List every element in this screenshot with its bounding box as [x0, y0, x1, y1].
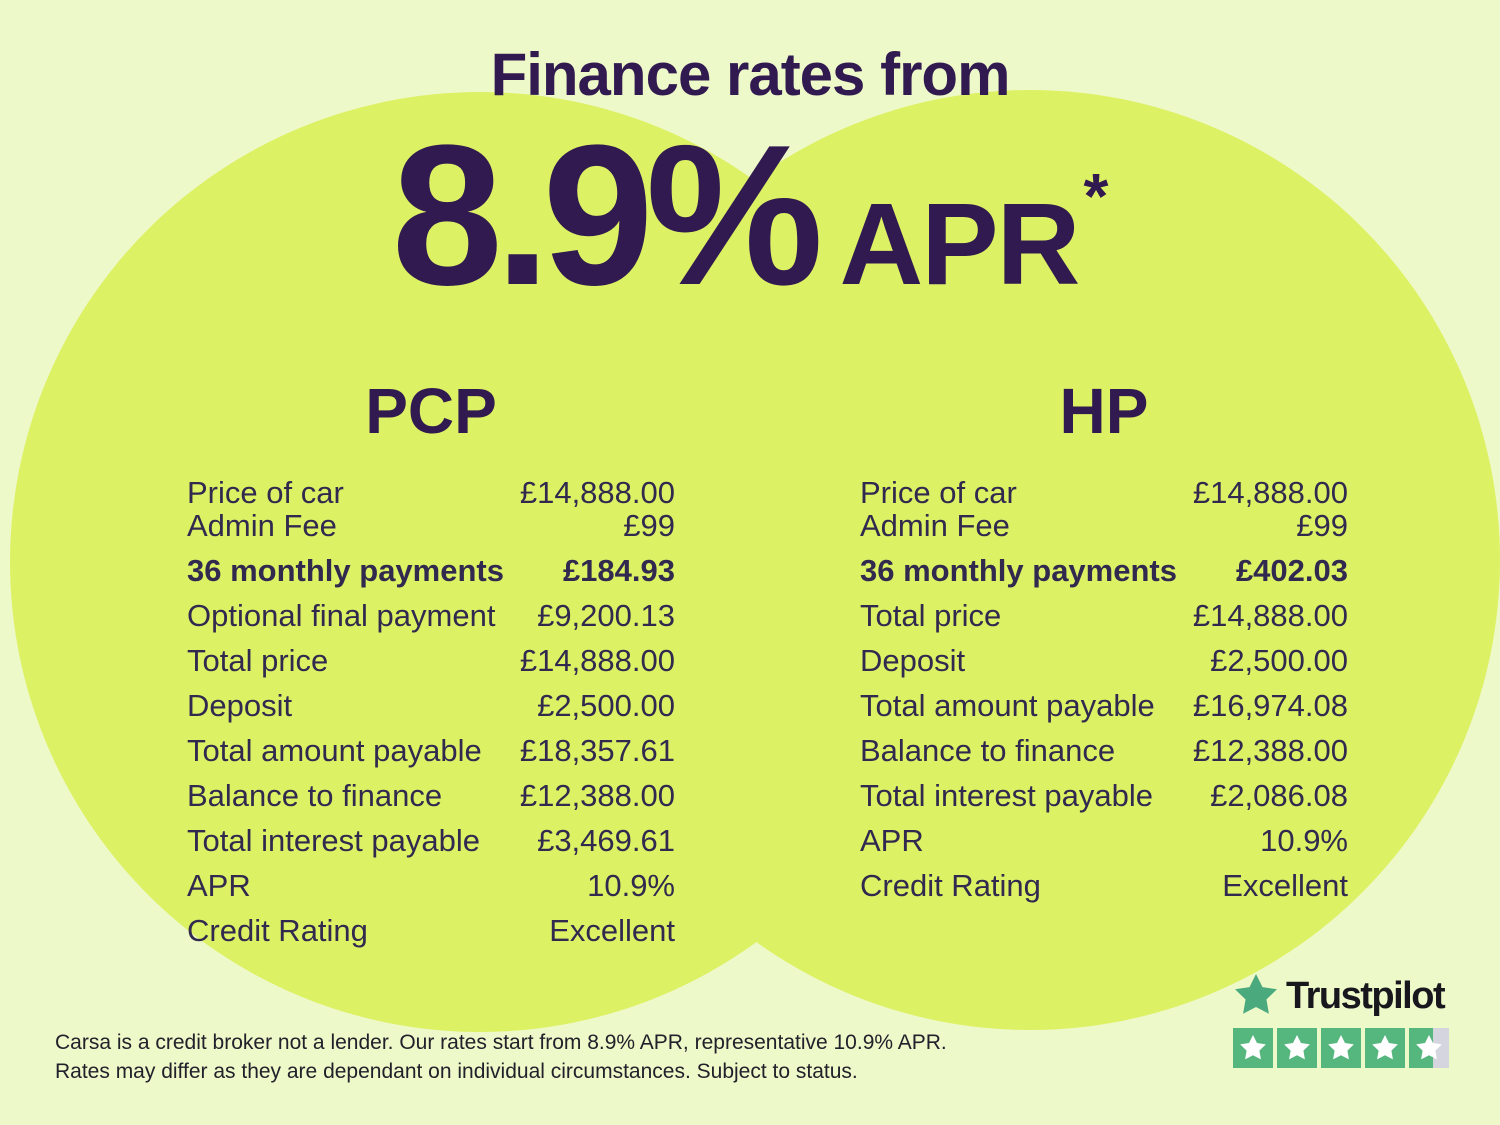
row-label: Total price — [187, 643, 329, 678]
row-label: Total price — [860, 598, 1002, 633]
trustpilot-star-box — [1233, 1028, 1273, 1068]
disclaimer — [55, 1028, 947, 1086]
page-title: Finance rates from — [490, 41, 1010, 108]
row-value: £99 — [623, 508, 675, 543]
trustpilot-wordmark: Trustpilot — [1286, 974, 1445, 1017]
table-row — [860, 824, 1348, 857]
row-value: Excellent — [1222, 868, 1348, 903]
star-icon — [1327, 1035, 1355, 1062]
table-row — [860, 689, 1348, 722]
row-label: Total interest payable — [860, 778, 1153, 813]
trustpilot-star-box — [1277, 1028, 1317, 1068]
row-value: £14,888.00 — [519, 643, 675, 678]
table-row — [187, 914, 675, 947]
apr-label: APR — [839, 179, 1079, 309]
headline-rate — [0, 104, 1500, 327]
hp-heading: HP — [1059, 375, 1149, 447]
rate-value: 8.9% — [391, 104, 816, 327]
star-icon — [1415, 1035, 1443, 1062]
row-value: £402.03 — [1235, 553, 1348, 588]
row-label: Optional final payment — [187, 598, 496, 633]
star-icon — [1371, 1035, 1399, 1062]
hp-table — [860, 476, 1348, 902]
star-icon — [1239, 1035, 1267, 1062]
row-label: Price of car — [187, 475, 344, 510]
row-value: £184.93 — [562, 553, 675, 588]
row-label: Balance to finance — [860, 733, 1116, 768]
table-row — [187, 689, 675, 722]
row-value: £14,888.00 — [519, 475, 675, 510]
row-label: Price of car — [860, 475, 1017, 510]
table-row — [860, 599, 1348, 632]
disclaimer-line-2: Rates may differ as they are dependant on individual circumstances. Subject to status. — [55, 1060, 858, 1083]
trustpilot-star-box — [1365, 1028, 1405, 1068]
row-value: £99 — [1296, 508, 1348, 543]
row-label: Deposit — [860, 643, 966, 678]
star-icon — [1283, 1035, 1311, 1062]
row-value: Excellent — [549, 913, 675, 948]
trustpilot-star-icon — [1233, 974, 1279, 1018]
row-label: APR — [860, 823, 924, 858]
row-label: Total amount payable — [187, 733, 482, 768]
row-value: £2,086.08 — [1210, 778, 1348, 813]
table-row — [860, 476, 1348, 509]
table-row — [187, 779, 675, 812]
row-value: £16,974.08 — [1192, 688, 1348, 723]
row-label: APR — [187, 868, 251, 903]
table-row — [187, 644, 675, 677]
row-label: Credit Rating — [187, 913, 368, 948]
table-row — [860, 869, 1348, 902]
disclaimer-line-1: Carsa is a credit broker not a lender. Our rates start from 8.9% APR, representative 10.9% APR. — [55, 1031, 947, 1054]
trustpilot-stars — [1233, 1028, 1451, 1068]
row-label: Credit Rating — [860, 868, 1041, 903]
row-label: Admin Fee — [860, 508, 1010, 543]
table-row — [860, 779, 1348, 812]
hp-section — [860, 375, 1348, 914]
apr-asterisk: * — [1083, 160, 1109, 232]
row-label: Balance to finance — [187, 778, 443, 813]
row-value: £14,888.00 — [1192, 475, 1348, 510]
row-value: £3,469.61 — [537, 823, 675, 858]
row-value: £2,500.00 — [537, 688, 675, 723]
table-row — [187, 734, 675, 767]
table-row — [860, 644, 1348, 677]
row-label: Deposit — [187, 688, 293, 723]
row-label: 36 monthly payments — [860, 553, 1177, 588]
row-value: 10.9% — [1260, 823, 1348, 858]
row-value: £9,200.13 — [537, 598, 675, 633]
table-row — [187, 599, 675, 632]
pcp-heading: PCP — [365, 375, 497, 447]
row-label: 36 monthly payments — [187, 553, 504, 588]
row-value: £12,388.00 — [519, 778, 675, 813]
trustpilot-badge — [1233, 974, 1451, 1068]
trustpilot-star-box — [1321, 1028, 1361, 1068]
row-label: Total amount payable — [860, 688, 1155, 723]
table-row — [187, 476, 675, 509]
trustpilot-star-box — [1409, 1028, 1449, 1068]
row-value: £12,388.00 — [1192, 733, 1348, 768]
row-value: £2,500.00 — [1210, 643, 1348, 678]
row-value: 10.9% — [587, 868, 675, 903]
table-row — [860, 554, 1348, 587]
row-value: £18,357.61 — [519, 733, 675, 768]
row-value: £14,888.00 — [1192, 598, 1348, 633]
table-row — [860, 509, 1348, 542]
row-label: Admin Fee — [187, 508, 337, 543]
table-row — [187, 554, 675, 587]
pcp-section — [187, 375, 675, 959]
table-row — [187, 824, 675, 857]
table-row — [187, 509, 675, 542]
row-label: Total interest payable — [187, 823, 480, 858]
table-row — [187, 869, 675, 902]
pcp-table — [187, 476, 675, 947]
trustpilot-logo — [1233, 974, 1451, 1018]
table-row — [860, 734, 1348, 767]
